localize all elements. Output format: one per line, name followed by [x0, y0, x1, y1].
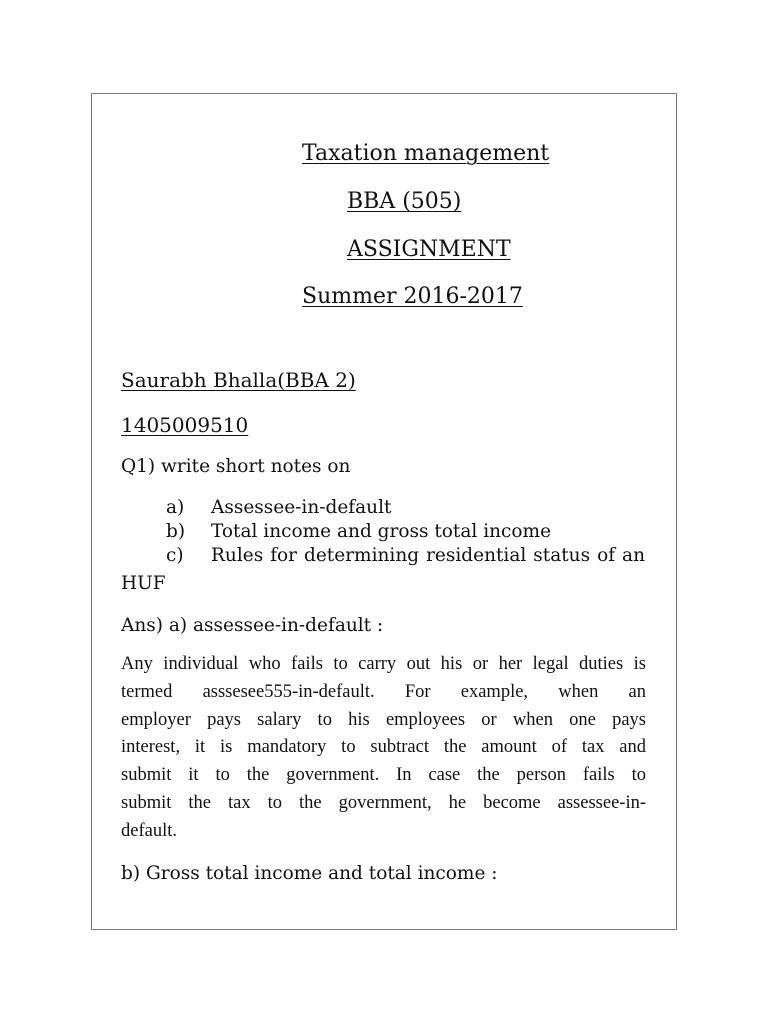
paragraph-line: default.	[121, 820, 177, 841]
course-code: BBA (505)	[347, 189, 462, 214]
paragraph-line: employer pays salary to his employees or when one pays	[121, 709, 646, 730]
assignment-label: ASSIGNMENT	[347, 237, 511, 262]
list-item-text: Assessee-in-default	[211, 497, 392, 518]
answer-heading-a: Ans) a) assessee-in-default :	[121, 615, 384, 636]
paragraph-line: submit it to the government. In case the person fails to	[121, 765, 646, 786]
answer-heading-b: b) Gross total income and total income :	[121, 863, 498, 884]
author-name: Saurabh Bhalla(BBA 2)	[121, 368, 356, 392]
term-label: Summer 2016-2017	[302, 284, 523, 309]
paragraph-line: interest, it is mandatory to subtract the amount of tax and	[121, 737, 646, 758]
answer-paragraph-a	[121, 651, 646, 846]
list-item-letter: c)	[166, 545, 184, 566]
list-item-letter: b)	[166, 521, 186, 542]
paragraph-line: submit the tax to the government, he become assessee-in-	[121, 792, 646, 813]
paragraph-line: termed asssesee555-in-default. For example, when an	[121, 681, 646, 702]
author-id: 1405009510	[121, 413, 249, 437]
question-label: Q1) write short notes on	[121, 456, 351, 477]
list-item-letter: a)	[166, 497, 185, 518]
document-title: Taxation management	[302, 141, 550, 166]
list-item-continuation: HUF	[121, 573, 166, 594]
list-item-text: Total income and gross total income	[211, 521, 552, 542]
paragraph-line: Any individual who fails to carry out his or her legal duties is	[121, 654, 646, 674]
list-item-text: Rules for determining residential status of an	[211, 545, 645, 566]
